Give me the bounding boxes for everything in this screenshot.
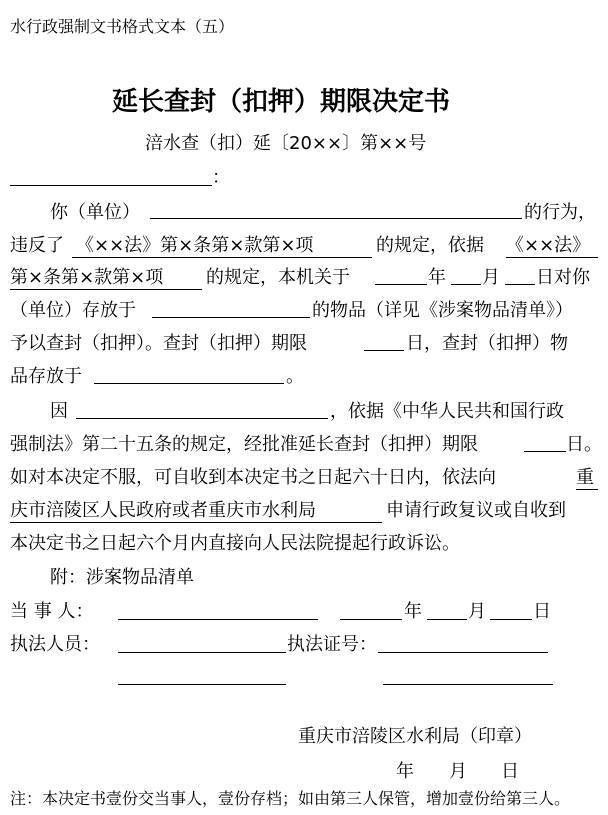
p1-l6-a: 品存放于 [10, 366, 82, 387]
seizure-year-blank [375, 284, 427, 285]
p2-l1-b: ，依据《中华人民共和国行政 [330, 401, 564, 422]
p1-l3-b: 的规定，本机关于 [206, 267, 350, 288]
party-year: 年 [404, 601, 422, 622]
p1-l5-b: 日，查封（扣押）物 [406, 333, 568, 354]
officer-signature-line [118, 652, 286, 653]
p1-l5: 予以查封（扣押）。查封（扣押）期限 [10, 333, 307, 354]
party-day: 日 [533, 601, 551, 622]
p1-l2-a: 违反了 [10, 235, 64, 256]
review-org: 庆市涪陵区人民政府或者重庆市水利局 [10, 496, 382, 523]
p1-l1-b: 的行为， [524, 202, 596, 223]
issue-year: 年 [396, 761, 414, 782]
officer2-signature-line [118, 684, 286, 685]
p2-l1-a: 因 [50, 401, 68, 422]
storage-location-blank [152, 317, 310, 318]
p1-l2-b: 的规定，依据 [376, 235, 484, 256]
seizure-day-blank [505, 284, 535, 285]
addressee-colon: ： [212, 167, 230, 188]
p2-l2-b: 日。 [566, 434, 602, 455]
goods-storage-blank [94, 383, 284, 384]
addressee-blank [10, 185, 212, 186]
document-number: 涪水查（扣）延〔20××〕第××号 [145, 133, 427, 154]
violator-blank [150, 218, 522, 219]
issue-day: 日 [501, 761, 519, 782]
reason-blank [76, 418, 328, 419]
p1-l4-a: （单位）存放于 [10, 300, 136, 321]
seizure-period-blank [364, 350, 404, 351]
violated-law: 《××法》第×条第×款第×项 [72, 231, 372, 258]
review-org-start: 重 [576, 463, 598, 490]
p2-l2-a: 强制法》第二十五条的规定，经批准延长查封（扣押）期限 [10, 434, 478, 455]
seizure-month-blank [451, 284, 481, 285]
document-title: 延长查封（扣押）期限决定书 [112, 87, 451, 117]
p1-l3-month: 月 [482, 267, 500, 288]
series-label: 水行政强制文书格式文本（五） [10, 17, 235, 36]
issuer-seal: 重庆市涪陵区水利局（印章） [298, 726, 532, 747]
party-day-blank [490, 619, 532, 620]
officer-label: 执法人员： [10, 634, 100, 655]
cert2-number-line [383, 684, 553, 685]
party-month: 月 [468, 601, 486, 622]
p2-l3-a: 如对本决定不服，可自收到本决定书之日起六十日内，依法向 [10, 467, 496, 488]
cert-number-line [378, 652, 548, 653]
p1-l3-day: 日对你 [536, 267, 590, 288]
extension-period-blank [524, 451, 566, 452]
p1-l1-a: 你（单位） [50, 202, 140, 223]
basis-law-article: 第×条第×款第×项 [10, 263, 202, 290]
party-signature-line [118, 619, 318, 620]
basis-law: 《××法》 [506, 231, 598, 258]
party-year-blank [340, 619, 402, 620]
p2-l5: 本决定书之日起六个月内直接向人民法院提起行政诉讼。 [10, 533, 460, 554]
p1-l3-year: 年 [428, 267, 446, 288]
party-month-blank [427, 619, 467, 620]
party-label: 当 事 人： [10, 601, 94, 622]
issue-month: 月 [449, 761, 467, 782]
footnote: 注：本决定书壹份交当事人，壹份存档；如由第三人保管，增加壹份给第三人。 [10, 789, 571, 808]
p2-l4-b: 申请行政复议或自收到 [386, 500, 566, 521]
cert-label: 执法证号： [287, 634, 377, 655]
p1-l6-b: 。 [286, 366, 304, 387]
p1-l4-b: 的物品（详见《涉案物品清单》） [312, 300, 573, 321]
attachment-label: 附：涉案物品清单 [50, 567, 194, 588]
